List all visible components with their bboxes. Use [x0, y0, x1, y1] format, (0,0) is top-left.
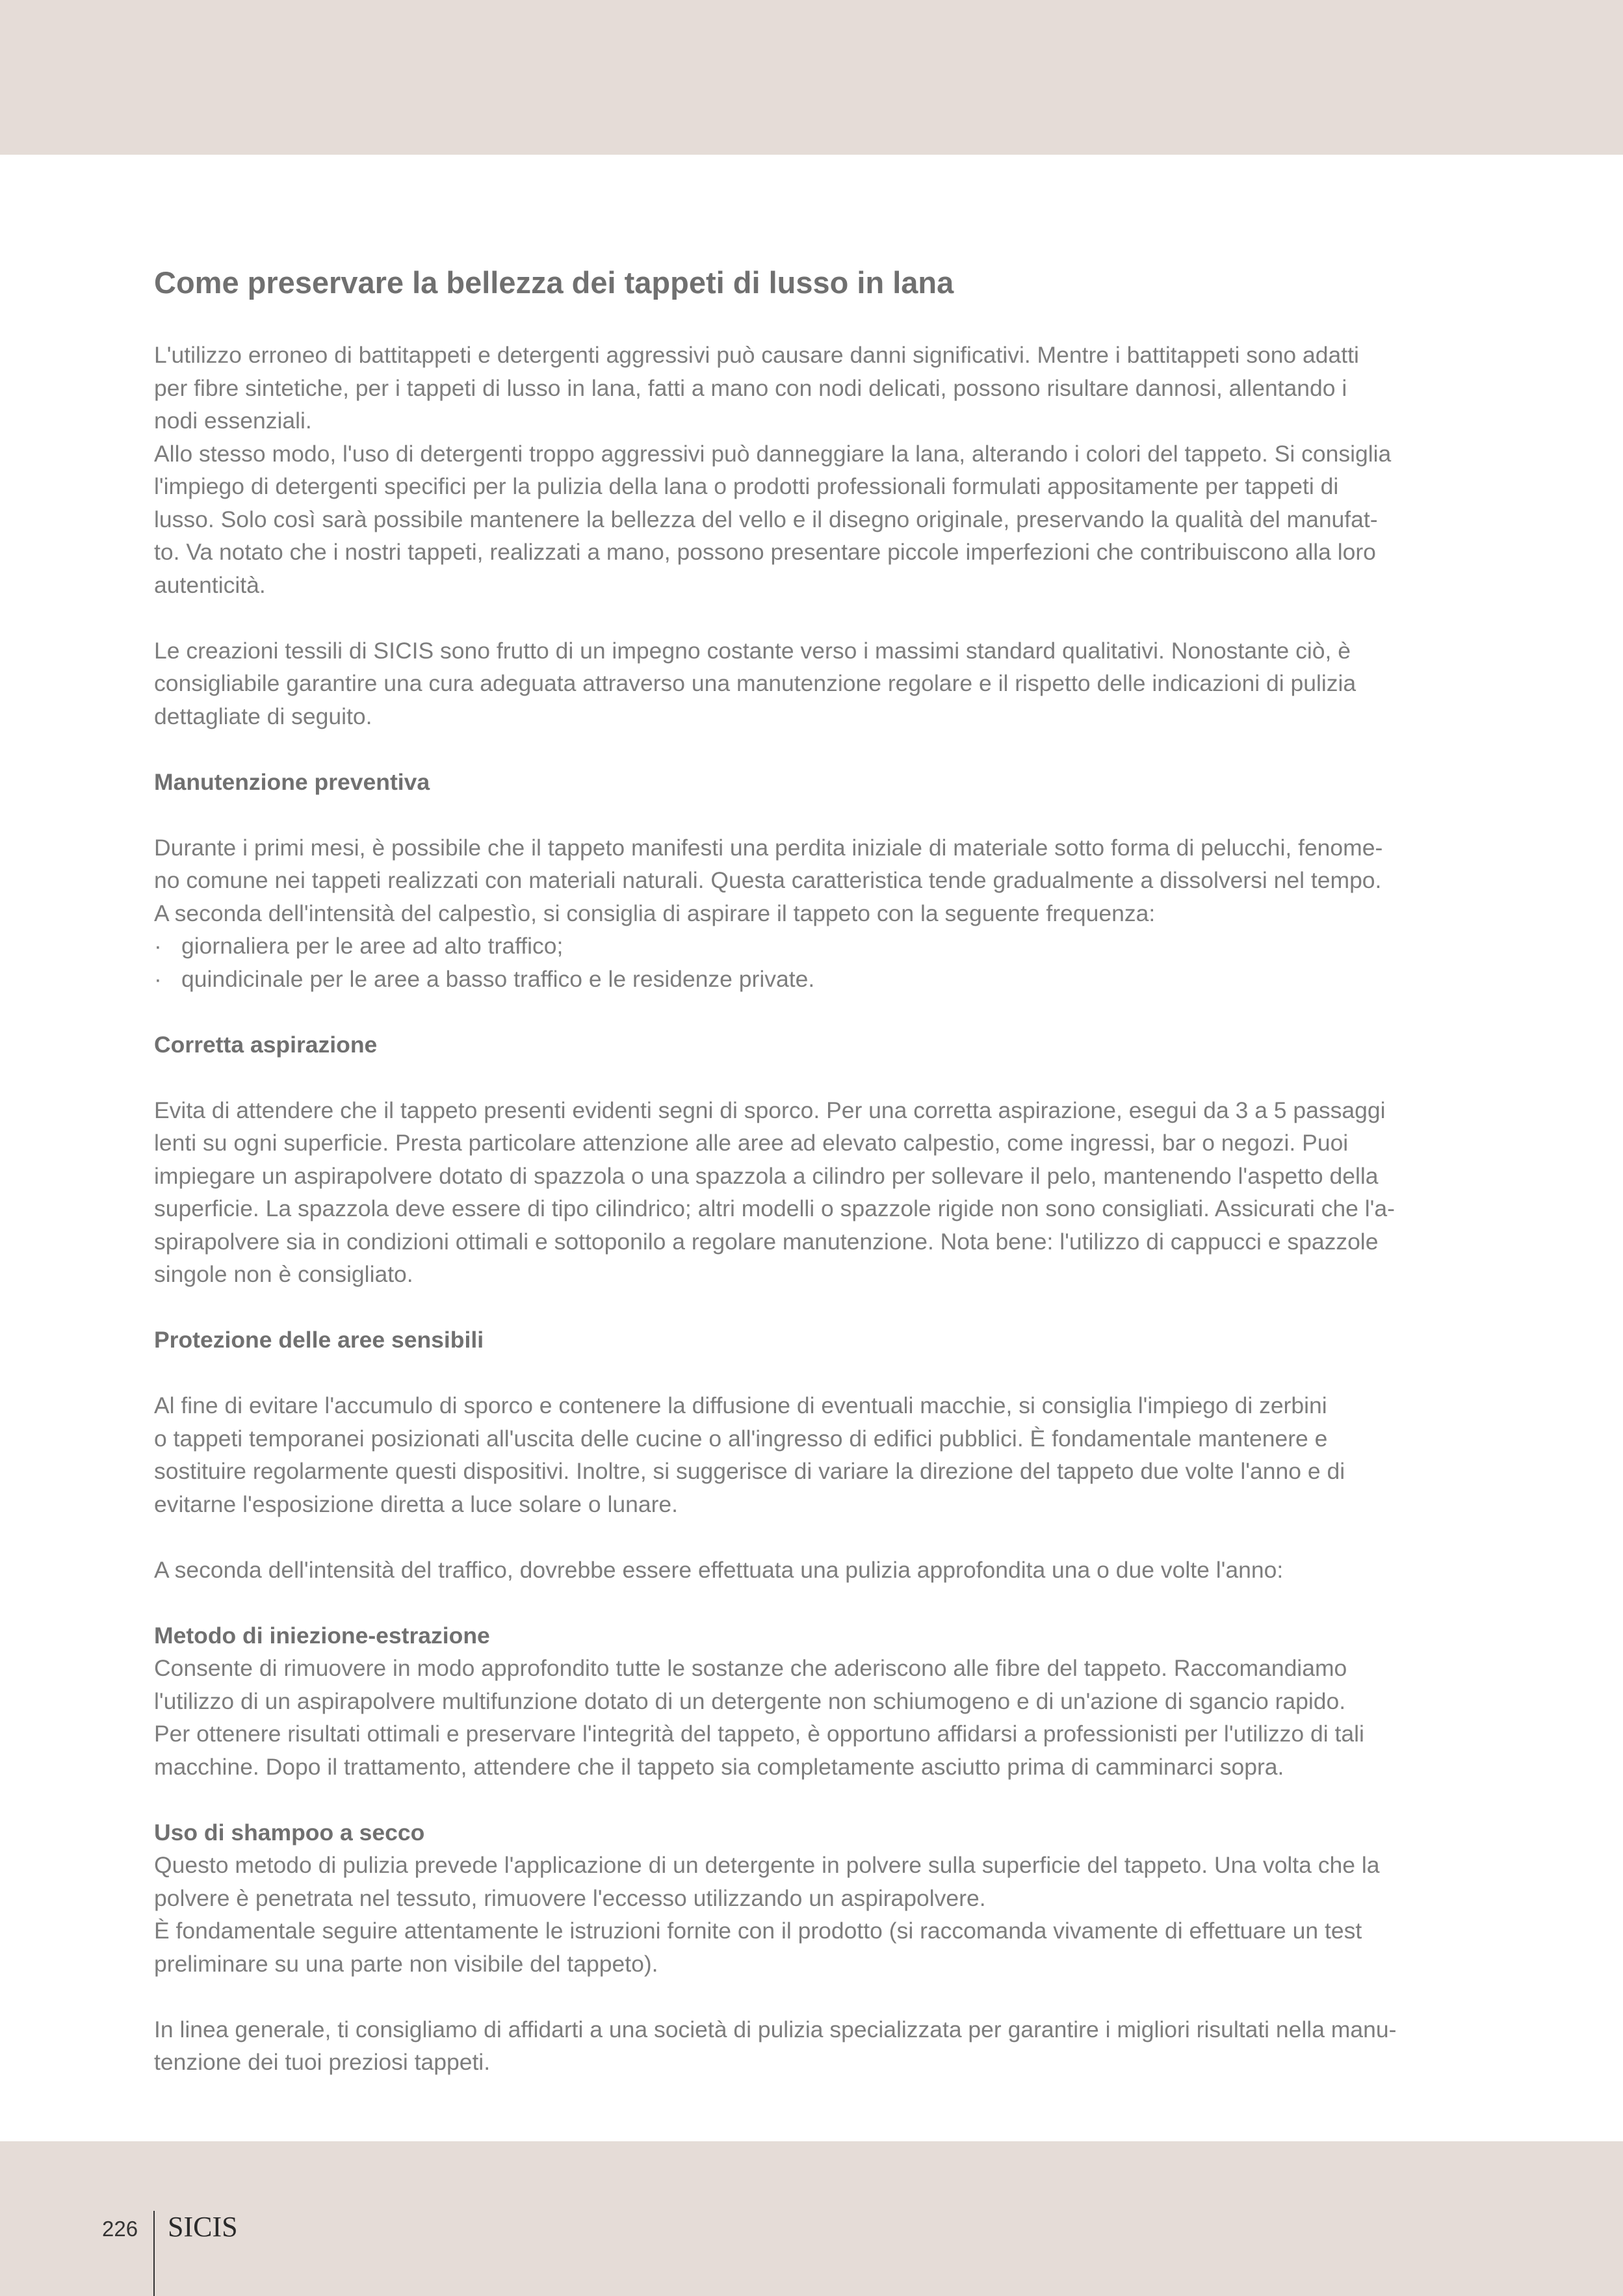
vacuum-paragraph — [154, 1094, 1474, 1291]
text-line: polvere è penetrata nel tessuto, rimuovere l'eccesso utilizzando un aspirapolvere. — [154, 1885, 986, 1911]
spacer — [154, 1520, 1474, 1554]
text-line: Le creazioni tessili di SICIS sono frutto di un impegno costante verso i massimi standard qualitativi. Nonostante ciò, è — [154, 637, 1351, 664]
text-line: per fibre sintetiche, per i tappeti di lusso in lana, fatti a mano con nodi delicati, possono risultare dannosi, allentando i — [154, 374, 1347, 401]
text-line: A seconda dell'intensità del traffico, dovrebbe essere effettuata una pulizia approfondita una o due volte l'anno: — [154, 1556, 1284, 1583]
text-line: In linea generale, ti consigliamo di affidarti a una società di pulizia specializzata per garantire i migliori risultati nella manu- — [154, 2016, 1397, 2042]
text-line: spirapolvere sia in condizioni ottimali e sottoponilo a regolare manutenzione. Nota bene: l'utilizzo di cappucci e spazzole — [154, 1228, 1379, 1255]
spacer — [154, 1980, 1474, 2013]
vacuum-heading: Corretta aspirazione — [154, 1031, 378, 1058]
text-line: l'utilizzo di un aspirapolvere multifunzione dotato di un detergente non schiumogeno e di un'azione di sgancio rapido. — [154, 1688, 1346, 1714]
brand-logo: SICIS — [168, 2211, 238, 2243]
text-line: Questo metodo di pulizia prevede l'applicazione di un detergente in polvere sulla superficie del tappeto. Una volta che la — [154, 1852, 1380, 1878]
page-number: 226 — [102, 2217, 138, 2241]
spacer — [154, 1061, 1474, 1094]
bullet-text: giornaliera per le aree ad alto traffico; — [181, 933, 564, 959]
text-line: lusso. Solo così sarà possibile mantenere la bellezza del vello e il disegno originale, preservando la qualità del manufat- — [154, 506, 1378, 532]
bullet-mark: · — [154, 965, 162, 992]
text-line: singole non è consigliato. — [154, 1261, 413, 1287]
text-line: superficie. La spazzola deve essere di tipo cilindrico; altri modelli o spazzole rigide non sono consigliati. Assicurati che l'a- — [154, 1195, 1395, 1221]
spacer — [154, 1586, 1474, 1619]
text-line: Consente di rimuovere in modo approfondito tutte le sostanze che aderiscono alle fibre del tappeto. Raccomandiamo — [154, 1655, 1347, 1681]
bullet-mark: · — [154, 933, 162, 959]
text-line: Al fine di evitare l'accumulo di sporco e contenere la diffusione di eventuali macchie, si consiglia l'impiego di zerbini — [154, 1392, 1327, 1418]
spacer — [154, 601, 1474, 634]
spacer — [154, 1783, 1474, 1816]
text-line: preliminare su una parte non visibile del tappeto). — [154, 1950, 658, 1977]
traffic-paragraph — [154, 1554, 1474, 1587]
text-line: L'utilizzo erroneo di battitappeti e detergenti aggressivi può causare danni significativi. Mentre i battitappeti sono adatti — [154, 342, 1359, 368]
text-line: lenti su ogni superficie. Presta particolare attenzione alle aree ad elevato calpestio, come ingressi, bar o negozi. Puoi — [154, 1130, 1349, 1156]
text-line: consigliabile garantire una cura adeguata attraverso una manutenzione regolare e il rispetto delle indicazioni di pulizia — [154, 670, 1357, 696]
page-title: Come preservare la bellezza dei tappeti di lusso in lana — [154, 265, 954, 300]
text-line: Allo stesso modo, l'uso di detergenti troppo aggressivi può danneggiare la lana, alterando i colori del tappeto. Si consiglia — [154, 440, 1392, 467]
spacer — [154, 995, 1474, 1028]
text-line: autenticità. — [154, 571, 266, 598]
text-line: Per ottenere risultati ottimali e preservare l'integrità del tappeto, è opportuno affidarsi a professionisti per l'utilizzo di tali — [154, 1721, 1364, 1747]
spacer — [154, 1291, 1474, 1324]
bottom-band — [0, 2141, 1623, 2296]
footer-divider — [153, 2211, 155, 2296]
spacer — [154, 733, 1474, 766]
list-item — [154, 963, 1474, 996]
list-item — [154, 930, 1474, 963]
protection-paragraph — [154, 1389, 1474, 1520]
spacer — [154, 798, 1474, 831]
text-line: macchine. Dopo il trattamento, attendere che il tappeto sia completamente asciutto prima di camminarci sopra. — [154, 1753, 1284, 1780]
protection-heading: Protezione delle aree sensibili — [154, 1327, 484, 1353]
spacer — [154, 309, 1474, 339]
text-line: dettagliate di seguito. — [154, 703, 372, 729]
text-line: impiegare un aspirapolvere dotato di spazzola o una spazzola a cilindro per sollevare il pelo, mantenendo l'aspetto della — [154, 1162, 1379, 1189]
text-line: sostituire regolarmente questi dispositivi. Inoltre, si suggerisce di variare la direzione del tappeto due volte l'anno e di — [154, 1458, 1345, 1484]
sicis-paragraph — [154, 634, 1474, 733]
text-line: l'impiego di detergenti specifici per la pulizia della lana o prodotti professionali formulati appositamente per tappeti di — [154, 473, 1339, 499]
text-line: A seconda dell'intensità del calpestìo, si consiglia di aspirare il tappeto con la seguente frequenza: — [154, 900, 1156, 926]
article — [154, 257, 1474, 2079]
text-line: Evita di attendere che il tappeto presenti evidenti segni di sporco. Per una corretta aspirazione, esegui da 3 a 5 passaggi — [154, 1097, 1386, 1123]
preventive-heading: Manutenzione preventiva — [154, 768, 430, 795]
injection-paragraph — [154, 1652, 1474, 1783]
preventive-paragraph — [154, 831, 1474, 996]
text-line: Durante i primi mesi, è possibile che il tappeto manifesti una perdita iniziale di materiale sotto forma di pelucchi, fenome- — [154, 834, 1383, 861]
text-line: to. Va notato che i nostri tappeti, realizzati a mano, possono presentare piccole imperfezioni che contribuiscono alla loro — [154, 539, 1376, 565]
text-line: È fondamentale seguire attentamente le istruzioni fornite con il prodotto (si raccomanda vivamente di effettuare un test — [154, 1918, 1362, 1944]
shampoo-heading: Uso di shampoo a secco — [154, 1819, 425, 1846]
text-line: nodi essenziali. — [154, 408, 312, 434]
spacer — [154, 1357, 1474, 1390]
injection-heading: Metodo di iniezione-estrazione — [154, 1622, 490, 1649]
text-line: evitarne l'esposizione diretta a luce solare o lunare. — [154, 1491, 678, 1517]
closing-paragraph — [154, 2013, 1474, 2079]
text-line: no comune nei tappeti realizzati con materiali naturali. Questa caratteristica tende gradualmente a dissolversi nel tempo. — [154, 867, 1382, 893]
intro-paragraph — [154, 339, 1474, 601]
bullet-text: quindicinale per le aree a basso traffico e le residenze private. — [181, 965, 815, 992]
text-line: tenzione dei tuoi preziosi tappeti. — [154, 2049, 491, 2075]
text-line: o tappeti temporanei posizionati all'uscita delle cucine o all'ingresso di edifici pubblici. È fondamentale mantenere e — [154, 1425, 1328, 1452]
shampoo-paragraph — [154, 1849, 1474, 1980]
top-band — [0, 0, 1623, 155]
